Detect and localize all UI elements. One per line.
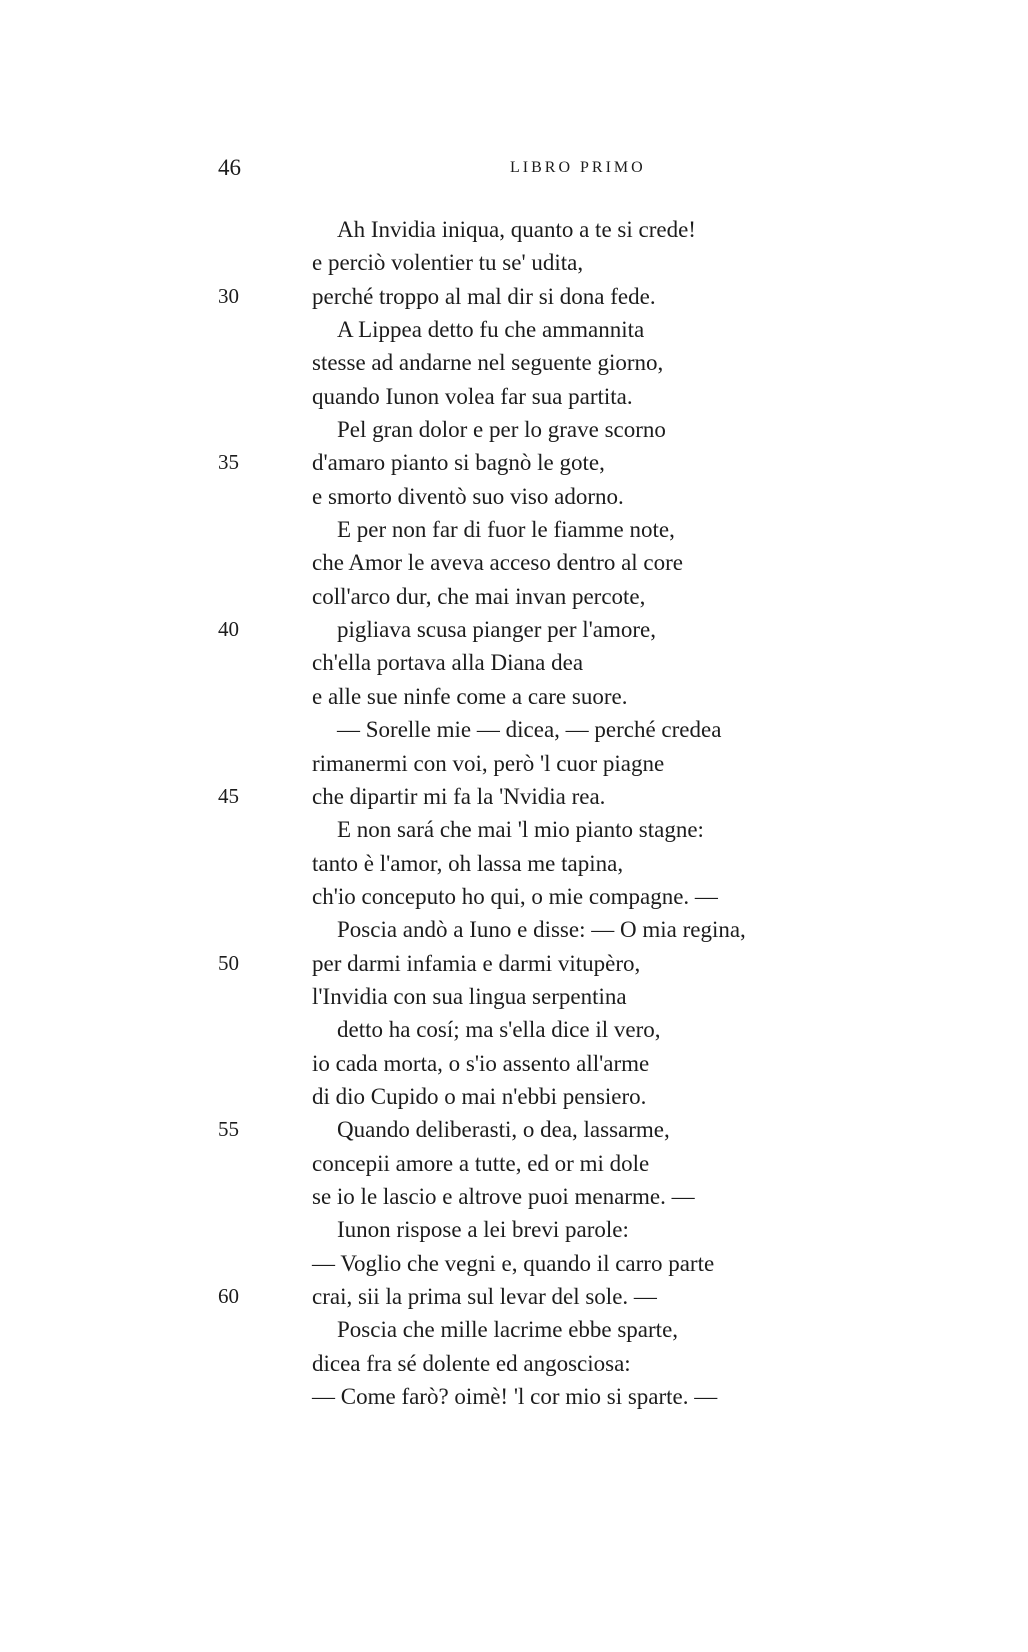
verse-line — [0, 246, 1028, 279]
verse-line — [0, 313, 1028, 346]
verse-text: — Come farò? oimè! 'l cor mio si sparte. — — [312, 1384, 718, 1410]
verse-line — [0, 880, 1028, 913]
verse-text: Quando deliberasti, o dea, lassarme, — [337, 1117, 670, 1143]
verse-line — [0, 213, 1028, 246]
verse-line — [0, 1313, 1028, 1346]
page-header — [0, 155, 1028, 185]
verse-text: concepii amore a tutte, ed or mi dole — [312, 1150, 650, 1176]
line-number: 40 — [218, 617, 239, 642]
verse-text: che Amor le aveva acceso dentro al core — [312, 550, 683, 576]
verse-text: Iunon rispose a lei brevi parole: — [337, 1217, 629, 1243]
verse-text: ch'ella portava alla Diana dea — [312, 650, 584, 676]
line-number: 55 — [218, 1117, 239, 1142]
verse-text: ch'io conceputo ho qui, o mie compagne. — — [312, 883, 718, 909]
verse-text: crai, sii la prima sul levar del sole. — — [312, 1284, 657, 1309]
verse-text: — Voglio che vegni e, quando il carro parte — [312, 1250, 715, 1276]
verse-line — [0, 813, 1028, 846]
verse-line — [0, 1347, 1028, 1380]
verse-text: E per non far di fuor le fiamme note, — [337, 517, 675, 543]
verse-text: detto ha cosí; ma s'ella dice il vero, — [337, 1017, 661, 1043]
verse-line — [0, 613, 1028, 646]
verse-text: pigliava scusa pianger per l'amore, — [337, 617, 656, 643]
verse-line — [0, 646, 1028, 679]
verse-line — [0, 1380, 1028, 1413]
verse-line — [0, 713, 1028, 746]
verse-line — [0, 1147, 1028, 1180]
verse-line — [0, 413, 1028, 446]
line-number: 60 — [218, 1284, 239, 1308]
verse-line — [0, 480, 1028, 513]
verse-text: tanto è l'amor, oh lassa me tapina, — [312, 850, 624, 876]
verse-text: l'Invidia con sua lingua serpentina — [312, 983, 627, 1009]
verse-text: stesse ad andarne nel seguente giorno, — [312, 350, 664, 376]
verse-line — [0, 1247, 1028, 1280]
verse-line — [0, 1280, 1028, 1313]
verse-text: Ah Invidia iniqua, quanto a te si crede! — [337, 217, 696, 242]
verse-text: e perciò volentier tu se' udita, — [312, 250, 584, 276]
verse-line — [0, 847, 1028, 880]
verse-line — [0, 1047, 1028, 1080]
verse-text: quando Iunon volea far sua partita. — [312, 383, 633, 409]
poem-text — [0, 213, 1028, 1413]
verse-line — [0, 1080, 1028, 1113]
verse-line — [0, 346, 1028, 379]
verse-line — [0, 280, 1028, 313]
line-number: 35 — [218, 450, 239, 475]
verse-text: Poscia che mille lacrime ebbe sparte, — [337, 1317, 679, 1343]
verse-text: e smorto diventò suo viso adorno. — [312, 483, 624, 509]
verse-text: coll'arco dur, che mai invan percote, — [312, 583, 646, 609]
verse-line — [0, 1213, 1028, 1246]
verse-line — [0, 747, 1028, 780]
verse-line — [0, 1113, 1028, 1146]
verse-line — [0, 513, 1028, 546]
verse-text: Pel gran dolor e per lo grave scorno — [337, 417, 666, 443]
line-number: 30 — [218, 283, 239, 308]
verse-text: e alle sue ninfe come a care suore. — [312, 683, 628, 709]
running-head: LIBRO PRIMO — [510, 159, 646, 176]
verse-text: E non sará che mai 'l mio pianto stagne: — [337, 817, 704, 843]
verse-line — [0, 380, 1028, 413]
verse-line — [0, 580, 1028, 613]
verse-line — [0, 680, 1028, 713]
verse-line — [0, 913, 1028, 946]
verse-line — [0, 1013, 1028, 1046]
verse-text: io cada morta, o s'io assento all'arme — [312, 1050, 650, 1076]
verse-text: A Lippea detto fu che ammannita — [337, 317, 645, 343]
verse-text: che dipartir mi fa la 'Nvidia rea. — [312, 783, 606, 809]
page-number: 46 — [218, 155, 241, 180]
verse-text: Poscia andò a Iuno e disse: — O mia regina, — [337, 917, 746, 943]
verse-line — [0, 780, 1028, 813]
verse-line — [0, 980, 1028, 1013]
verse-text: perché troppo al mal dir si dona fede. — [312, 283, 656, 309]
verse-text: d'amaro pianto si bagnò le gote, — [312, 450, 605, 476]
verse-text: — Sorelle mie — dicea, — perché credea — [337, 717, 722, 743]
line-number: 50 — [218, 950, 239, 975]
verse-line — [0, 1180, 1028, 1213]
verse-line — [0, 546, 1028, 579]
verse-line — [0, 446, 1028, 479]
verse-line — [0, 947, 1028, 980]
verse-text: di dio Cupido o mai n'ebbi pensiero. — [312, 1083, 647, 1109]
verse-text: rimanermi con voi, però 'l cuor piagne — [312, 750, 665, 776]
verse-text: dicea fra sé dolente ed angosciosa: — [312, 1350, 631, 1376]
verse-text: per darmi infamia e darmi vitupèro, — [312, 950, 641, 976]
verse-text: se io le lascio e altrove puoi menarme. — — [312, 1183, 695, 1209]
line-number: 45 — [218, 783, 239, 808]
